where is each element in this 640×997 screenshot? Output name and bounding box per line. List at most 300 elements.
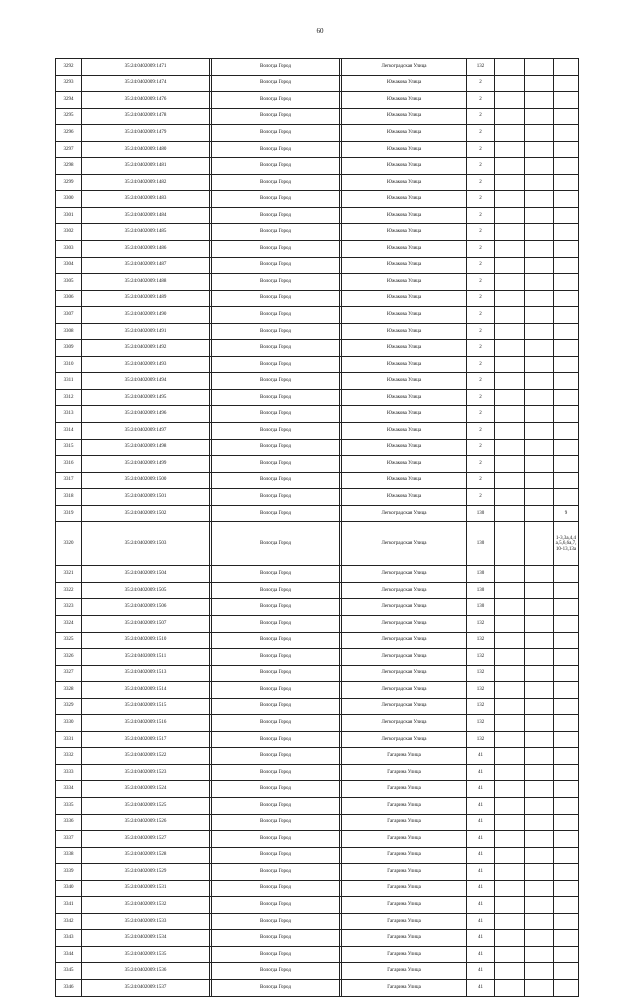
locality-cell: Вологда Город bbox=[212, 423, 340, 440]
extra-cell-3 bbox=[525, 191, 554, 208]
row-number-cell: 3313 bbox=[56, 406, 82, 423]
street-cell: Южакова Улица bbox=[342, 489, 467, 506]
table-row bbox=[56, 207, 579, 224]
extra-cell-1 bbox=[495, 632, 525, 649]
cadastral-number-cell: 35:24:0402009:1537 bbox=[82, 979, 210, 996]
row-number-cell: 3308 bbox=[56, 323, 82, 340]
extra-cell-1 bbox=[495, 108, 525, 125]
table-row bbox=[56, 897, 579, 914]
row-number-cell: 3323 bbox=[56, 599, 82, 616]
house-number-cell: 132 bbox=[467, 715, 495, 732]
street-cell: Гагарина Улица bbox=[342, 864, 467, 881]
table-row bbox=[56, 831, 579, 848]
premises-cell bbox=[554, 75, 579, 92]
cadastral-number-cell: 35:24:0402009:1528 bbox=[82, 847, 210, 864]
row-number-cell: 3345 bbox=[56, 963, 82, 980]
table-row bbox=[56, 224, 579, 241]
street-cell: Легкоградская Улица bbox=[342, 665, 467, 682]
street-cell: Южакова Улица bbox=[342, 241, 467, 258]
extra-cell-3 bbox=[525, 439, 554, 456]
house-number-cell: 41 bbox=[467, 913, 495, 930]
locality-cell: Вологда Город bbox=[212, 75, 340, 92]
extra-cell-3 bbox=[525, 522, 554, 566]
extra-cell-1 bbox=[495, 698, 525, 715]
row-number-cell: 3312 bbox=[56, 389, 82, 406]
locality-cell: Вологда Город bbox=[212, 456, 340, 473]
street-cell: Южакова Улица bbox=[342, 356, 467, 373]
street-cell: Легкоградская Улица bbox=[342, 59, 467, 76]
street-cell: Южакова Улица bbox=[342, 191, 467, 208]
locality-cell: Вологда Город bbox=[212, 373, 340, 390]
house-number-cell: 41 bbox=[467, 847, 495, 864]
locality-cell: Вологда Город bbox=[212, 307, 340, 324]
cadastral-number-cell: 35:24:0402009:1502 bbox=[82, 505, 210, 522]
table-row bbox=[56, 274, 579, 291]
extra-cell-1 bbox=[495, 59, 525, 76]
premises-cell bbox=[554, 963, 579, 980]
table-row bbox=[56, 946, 579, 963]
row-number-cell: 3335 bbox=[56, 797, 82, 814]
premises-cell bbox=[554, 323, 579, 340]
premises-cell bbox=[554, 946, 579, 963]
street-cell: Гагарина Улица bbox=[342, 963, 467, 980]
house-number-cell: 2 bbox=[467, 340, 495, 357]
row-number-cell: 3299 bbox=[56, 174, 82, 191]
cadastral-number-cell: 35:24:0402009:1480 bbox=[82, 141, 210, 158]
locality-cell: Вологда Город bbox=[212, 979, 340, 996]
row-number-cell: 3301 bbox=[56, 207, 82, 224]
premises-cell bbox=[554, 356, 579, 373]
locality-cell: Вологда Город bbox=[212, 191, 340, 208]
extra-cell-1 bbox=[495, 340, 525, 357]
premises-cell bbox=[554, 174, 579, 191]
street-cell: Гагарина Улица bbox=[342, 847, 467, 864]
table-row bbox=[56, 797, 579, 814]
extra-cell-1 bbox=[495, 880, 525, 897]
street-cell: Легкоградская Улица bbox=[342, 505, 467, 522]
street-cell: Южакова Улица bbox=[342, 141, 467, 158]
extra-cell-3 bbox=[525, 92, 554, 109]
extra-cell-1 bbox=[495, 241, 525, 258]
extra-cell-1 bbox=[495, 92, 525, 109]
street-cell: Южакова Улица bbox=[342, 92, 467, 109]
premises-cell bbox=[554, 748, 579, 765]
row-number-cell: 3314 bbox=[56, 423, 82, 440]
extra-cell-3 bbox=[525, 406, 554, 423]
extra-cell-1 bbox=[495, 946, 525, 963]
row-number-cell: 3334 bbox=[56, 781, 82, 798]
house-number-cell: 2 bbox=[467, 191, 495, 208]
cadastral-number-cell: 35:24:0402009:1534 bbox=[82, 930, 210, 947]
premises-cell bbox=[554, 665, 579, 682]
table-row bbox=[56, 814, 579, 831]
table-row bbox=[56, 59, 579, 76]
premises-cell bbox=[554, 847, 579, 864]
locality-cell: Вологда Город bbox=[212, 522, 340, 566]
extra-cell-3 bbox=[525, 930, 554, 947]
cadastral-number-cell: 35:24:0402009:1526 bbox=[82, 814, 210, 831]
locality-cell: Вологда Город bbox=[212, 963, 340, 980]
locality-cell: Вологда Город bbox=[212, 472, 340, 489]
table-row bbox=[56, 599, 579, 616]
row-number-cell: 3343 bbox=[56, 930, 82, 947]
locality-cell: Вологда Город bbox=[212, 682, 340, 699]
locality-cell: Вологда Город bbox=[212, 290, 340, 307]
street-cell: Южакова Улица bbox=[342, 456, 467, 473]
house-number-cell: 132 bbox=[467, 615, 495, 632]
cadastral-number-cell: 35:24:0402009:1497 bbox=[82, 423, 210, 440]
house-number-cell: 132 bbox=[467, 632, 495, 649]
table-row bbox=[56, 847, 579, 864]
premises-cell bbox=[554, 307, 579, 324]
house-number-cell: 2 bbox=[467, 158, 495, 175]
cadastral-number-cell: 35:24:0402009:1504 bbox=[82, 566, 210, 583]
locality-cell: Вологда Город bbox=[212, 930, 340, 947]
table-row bbox=[56, 290, 579, 307]
table-row bbox=[56, 781, 579, 798]
row-number-cell: 3310 bbox=[56, 356, 82, 373]
extra-cell-1 bbox=[495, 665, 525, 682]
street-cell: Легкоградская Улица bbox=[342, 698, 467, 715]
cadastral-number-cell: 35:24:0402009:1499 bbox=[82, 456, 210, 473]
premises-cell bbox=[554, 698, 579, 715]
row-number-cell: 3336 bbox=[56, 814, 82, 831]
premises-cell: 9 bbox=[554, 505, 579, 522]
row-number-cell: 3317 bbox=[56, 472, 82, 489]
extra-cell-1 bbox=[495, 290, 525, 307]
table-row bbox=[56, 406, 579, 423]
extra-cell-3 bbox=[525, 373, 554, 390]
house-number-cell: 41 bbox=[467, 880, 495, 897]
table-row bbox=[56, 715, 579, 732]
street-cell: Гагарина Улица bbox=[342, 913, 467, 930]
cadastral-number-cell: 35:24:0402009:1487 bbox=[82, 257, 210, 274]
locality-cell: Вологда Город bbox=[212, 731, 340, 748]
extra-cell-1 bbox=[495, 224, 525, 241]
row-number-cell: 3338 bbox=[56, 847, 82, 864]
row-number-cell: 3302 bbox=[56, 224, 82, 241]
locality-cell: Вологда Город bbox=[212, 665, 340, 682]
row-number-cell: 3325 bbox=[56, 632, 82, 649]
table-row bbox=[56, 615, 579, 632]
house-number-cell: 130 bbox=[467, 599, 495, 616]
extra-cell-1 bbox=[495, 141, 525, 158]
premises-cell bbox=[554, 731, 579, 748]
locality-cell: Вологда Город bbox=[212, 566, 340, 583]
extra-cell-3 bbox=[525, 290, 554, 307]
extra-cell-3 bbox=[525, 141, 554, 158]
house-number-cell: 41 bbox=[467, 930, 495, 947]
table-row bbox=[56, 731, 579, 748]
street-cell: Гагарина Улица bbox=[342, 946, 467, 963]
premises-cell bbox=[554, 207, 579, 224]
extra-cell-1 bbox=[495, 158, 525, 175]
premises-cell bbox=[554, 290, 579, 307]
house-number-cell: 130 bbox=[467, 522, 495, 566]
extra-cell-3 bbox=[525, 423, 554, 440]
cadastral-number-cell: 35:24:0402009:1515 bbox=[82, 698, 210, 715]
house-number-cell: 41 bbox=[467, 979, 495, 996]
extra-cell-1 bbox=[495, 456, 525, 473]
extra-cell-3 bbox=[525, 814, 554, 831]
cadastral-number-cell: 35:24:0402009:1489 bbox=[82, 290, 210, 307]
extra-cell-3 bbox=[525, 456, 554, 473]
locality-cell: Вологда Город bbox=[212, 125, 340, 142]
cadastral-number-cell: 35:24:0402009:1498 bbox=[82, 439, 210, 456]
extra-cell-1 bbox=[495, 979, 525, 996]
cadastral-number-cell: 35:24:0402009:1474 bbox=[82, 75, 210, 92]
table-row bbox=[56, 522, 579, 566]
cadastral-number-cell: 35:24:0402009:1523 bbox=[82, 764, 210, 781]
house-number-cell: 41 bbox=[467, 864, 495, 881]
table-row bbox=[56, 748, 579, 765]
extra-cell-3 bbox=[525, 125, 554, 142]
table-row bbox=[56, 963, 579, 980]
extra-cell-1 bbox=[495, 797, 525, 814]
extra-cell-1 bbox=[495, 864, 525, 881]
locality-cell: Вологда Город bbox=[212, 913, 340, 930]
locality-cell: Вологда Город bbox=[212, 897, 340, 914]
cadastral-number-cell: 35:24:0402009:1483 bbox=[82, 191, 210, 208]
cadastral-number-cell: 35:24:0402009:1517 bbox=[82, 731, 210, 748]
locality-cell: Вологда Город bbox=[212, 615, 340, 632]
house-number-cell: 41 bbox=[467, 781, 495, 798]
cadastral-number-cell: 35:24:0402009:1491 bbox=[82, 323, 210, 340]
table-row bbox=[56, 307, 579, 324]
table-row bbox=[56, 682, 579, 699]
cadastral-number-cell: 35:24:0402009:1510 bbox=[82, 632, 210, 649]
extra-cell-1 bbox=[495, 191, 525, 208]
extra-cell-3 bbox=[525, 963, 554, 980]
street-cell: Южакова Улица bbox=[342, 373, 467, 390]
extra-cell-1 bbox=[495, 75, 525, 92]
premises-cell bbox=[554, 797, 579, 814]
extra-cell-3 bbox=[525, 389, 554, 406]
row-number-cell: 3292 bbox=[56, 59, 82, 76]
house-number-cell: 2 bbox=[467, 174, 495, 191]
table-row bbox=[56, 913, 579, 930]
house-number-cell: 2 bbox=[467, 207, 495, 224]
premises-cell bbox=[554, 599, 579, 616]
cadastral-number-cell: 35:24:0402009:1527 bbox=[82, 831, 210, 848]
extra-cell-3 bbox=[525, 731, 554, 748]
cadastral-number-cell: 35:24:0402009:1507 bbox=[82, 615, 210, 632]
locality-cell: Вологда Город bbox=[212, 847, 340, 864]
cadastral-number-cell: 35:24:0402009:1482 bbox=[82, 174, 210, 191]
table-row bbox=[56, 439, 579, 456]
table-row bbox=[56, 108, 579, 125]
house-number-cell: 132 bbox=[467, 59, 495, 76]
row-number-cell: 3332 bbox=[56, 748, 82, 765]
row-number-cell: 3300 bbox=[56, 191, 82, 208]
table-row bbox=[56, 472, 579, 489]
extra-cell-3 bbox=[525, 979, 554, 996]
house-number-cell: 2 bbox=[467, 290, 495, 307]
row-number-cell: 3304 bbox=[56, 257, 82, 274]
cadastral-number-cell: 35:24:0402009:1479 bbox=[82, 125, 210, 142]
locality-cell: Вологда Город bbox=[212, 582, 340, 599]
cadastral-number-cell: 35:24:0402009:1478 bbox=[82, 108, 210, 125]
house-number-cell: 41 bbox=[467, 797, 495, 814]
house-number-cell: 2 bbox=[467, 75, 495, 92]
table-row bbox=[56, 566, 579, 583]
locality-cell: Вологда Город bbox=[212, 108, 340, 125]
table-row bbox=[56, 665, 579, 682]
cadastral-number-cell: 35:24:0402009:1532 bbox=[82, 897, 210, 914]
house-number-cell: 2 bbox=[467, 373, 495, 390]
locality-cell: Вологда Город bbox=[212, 141, 340, 158]
extra-cell-3 bbox=[525, 698, 554, 715]
street-cell: Легкоградская Улица bbox=[342, 599, 467, 616]
street-cell: Южакова Улица bbox=[342, 207, 467, 224]
cadastral-number-cell: 35:24:0402009:1536 bbox=[82, 963, 210, 980]
cadastral-number-cell: 35:24:0402009:1486 bbox=[82, 241, 210, 258]
extra-cell-3 bbox=[525, 472, 554, 489]
table-row bbox=[56, 864, 579, 881]
table-row bbox=[56, 979, 579, 996]
premises-cell bbox=[554, 472, 579, 489]
house-number-cell: 41 bbox=[467, 764, 495, 781]
table-row bbox=[56, 141, 579, 158]
premises-cell bbox=[554, 59, 579, 76]
premises-cell bbox=[554, 781, 579, 798]
street-cell: Южакова Улица bbox=[342, 108, 467, 125]
extra-cell-1 bbox=[495, 814, 525, 831]
extra-cell-3 bbox=[525, 340, 554, 357]
premises-cell bbox=[554, 141, 579, 158]
premises-cell bbox=[554, 764, 579, 781]
extra-cell-1 bbox=[495, 682, 525, 699]
street-cell: Южакова Улица bbox=[342, 257, 467, 274]
table-row bbox=[56, 582, 579, 599]
row-number-cell: 3331 bbox=[56, 731, 82, 748]
row-number-cell: 3311 bbox=[56, 373, 82, 390]
table-row bbox=[56, 930, 579, 947]
locality-cell: Вологда Город bbox=[212, 632, 340, 649]
row-number-cell: 3324 bbox=[56, 615, 82, 632]
row-number-cell: 3319 bbox=[56, 505, 82, 522]
street-cell: Гагарина Улица bbox=[342, 930, 467, 947]
premises-cell bbox=[554, 108, 579, 125]
extra-cell-1 bbox=[495, 599, 525, 616]
premises-cell bbox=[554, 274, 579, 291]
table-row bbox=[56, 323, 579, 340]
premises-cell bbox=[554, 897, 579, 914]
premises-cell bbox=[554, 615, 579, 632]
street-cell: Легкоградская Улица bbox=[342, 649, 467, 666]
cadastral-number-cell: 35:24:0402009:1492 bbox=[82, 340, 210, 357]
extra-cell-1 bbox=[495, 373, 525, 390]
extra-cell-3 bbox=[525, 913, 554, 930]
extra-cell-1 bbox=[495, 406, 525, 423]
extra-cell-1 bbox=[495, 715, 525, 732]
street-cell: Легкоградская Улица bbox=[342, 682, 467, 699]
row-number-cell: 3326 bbox=[56, 649, 82, 666]
street-cell: Южакова Улица bbox=[342, 423, 467, 440]
table-row bbox=[56, 456, 579, 473]
extra-cell-3 bbox=[525, 224, 554, 241]
extra-cell-3 bbox=[525, 764, 554, 781]
extra-cell-1 bbox=[495, 307, 525, 324]
extra-cell-1 bbox=[495, 125, 525, 142]
cadastral-number-cell: 35:24:0402009:1495 bbox=[82, 389, 210, 406]
locality-cell: Вологда Город bbox=[212, 880, 340, 897]
table-row bbox=[56, 764, 579, 781]
extra-cell-1 bbox=[495, 582, 525, 599]
premises-cell bbox=[554, 582, 579, 599]
cadastral-number-cell: 35:24:0402009:1484 bbox=[82, 207, 210, 224]
premises-cell bbox=[554, 191, 579, 208]
house-number-cell: 2 bbox=[467, 274, 495, 291]
cadastral-number-cell: 35:24:0402009:1513 bbox=[82, 665, 210, 682]
extra-cell-3 bbox=[525, 715, 554, 732]
locality-cell: Вологда Город bbox=[212, 748, 340, 765]
premises-cell bbox=[554, 373, 579, 390]
row-number-cell: 3340 bbox=[56, 880, 82, 897]
street-cell: Южакова Улица bbox=[342, 439, 467, 456]
house-number-cell: 2 bbox=[467, 456, 495, 473]
house-number-cell: 41 bbox=[467, 963, 495, 980]
table-row bbox=[56, 241, 579, 258]
street-cell: Южакова Улица bbox=[342, 323, 467, 340]
cadastral-number-cell: 35:24:0402009:1496 bbox=[82, 406, 210, 423]
premises-cell: 1-3,3а,4,4а,5,6,6а,7,10-13,13а bbox=[554, 522, 579, 566]
row-number-cell: 3295 bbox=[56, 108, 82, 125]
extra-cell-1 bbox=[495, 389, 525, 406]
premises-cell bbox=[554, 406, 579, 423]
extra-cell-1 bbox=[495, 764, 525, 781]
cadastral-number-cell: 35:24:0402009:1529 bbox=[82, 864, 210, 881]
premises-cell bbox=[554, 566, 579, 583]
extra-cell-1 bbox=[495, 257, 525, 274]
table-row bbox=[56, 340, 579, 357]
street-cell: Южакова Улица bbox=[342, 472, 467, 489]
extra-cell-3 bbox=[525, 897, 554, 914]
house-number-cell: 2 bbox=[467, 307, 495, 324]
table-row bbox=[56, 649, 579, 666]
extra-cell-3 bbox=[525, 582, 554, 599]
street-cell: Южакова Улица bbox=[342, 75, 467, 92]
page-number: 60 bbox=[316, 27, 324, 35]
row-number-cell: 3306 bbox=[56, 290, 82, 307]
row-number-cell: 3305 bbox=[56, 274, 82, 291]
table-row bbox=[56, 174, 579, 191]
premises-cell bbox=[554, 257, 579, 274]
street-cell: Легкоградская Улица bbox=[342, 731, 467, 748]
table-row bbox=[56, 505, 579, 522]
cadastral-number-cell: 35:24:0402009:1485 bbox=[82, 224, 210, 241]
house-number-cell: 2 bbox=[467, 489, 495, 506]
street-cell: Южакова Улица bbox=[342, 174, 467, 191]
row-number-cell: 3293 bbox=[56, 75, 82, 92]
cadastral-number-cell: 35:24:0402009:1522 bbox=[82, 748, 210, 765]
house-number-cell: 41 bbox=[467, 897, 495, 914]
row-number-cell: 3316 bbox=[56, 456, 82, 473]
street-cell: Южакова Улица bbox=[342, 224, 467, 241]
extra-cell-1 bbox=[495, 323, 525, 340]
extra-cell-3 bbox=[525, 649, 554, 666]
street-cell: Гагарина Улица bbox=[342, 797, 467, 814]
cadastral-number-cell: 35:24:0402009:1516 bbox=[82, 715, 210, 732]
cadastral-number-cell: 35:24:0402009:1511 bbox=[82, 649, 210, 666]
locality-cell: Вологда Город bbox=[212, 814, 340, 831]
street-cell: Южакова Улица bbox=[342, 307, 467, 324]
street-cell: Гагарина Улица bbox=[342, 897, 467, 914]
premises-cell bbox=[554, 241, 579, 258]
house-number-cell: 41 bbox=[467, 946, 495, 963]
premises-cell bbox=[554, 92, 579, 109]
locality-cell: Вологда Город bbox=[212, 158, 340, 175]
